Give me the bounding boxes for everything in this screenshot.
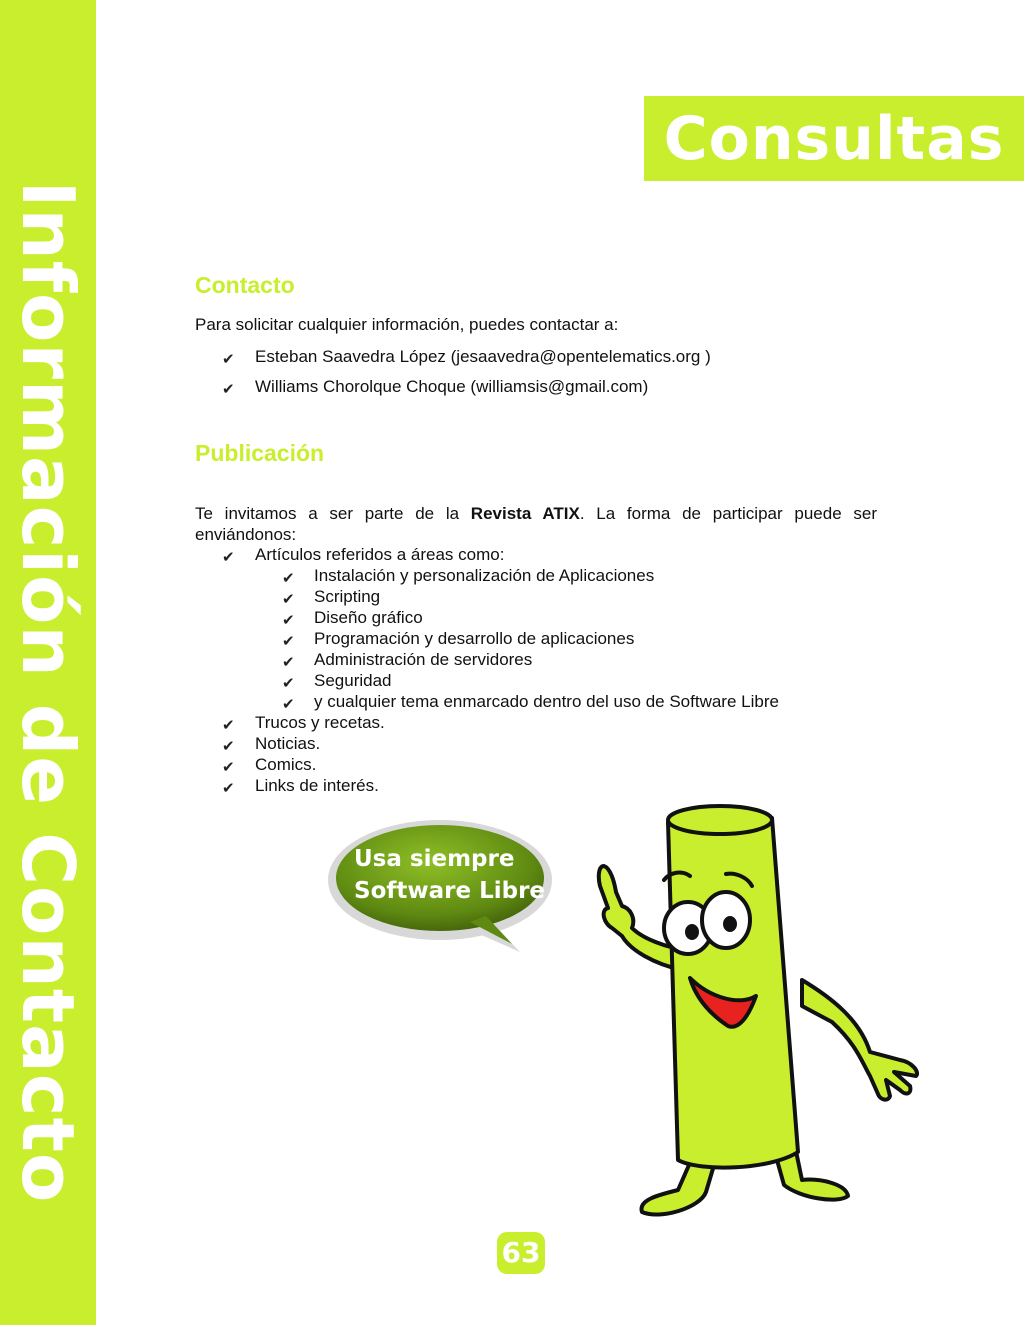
check-icon: ✔	[282, 633, 295, 650]
mascot-illustration	[570, 800, 950, 1230]
magazine-name: Revista ATIX	[470, 504, 580, 523]
bubble-line-2: Software Libre	[354, 878, 546, 904]
sub-list-item: Instalación y personalización de Aplicaciones	[314, 566, 655, 585]
sub-list-item: Scripting	[314, 587, 381, 606]
list-item: Comics.	[255, 755, 317, 774]
page-title: Consultas	[663, 104, 1005, 174]
sub-list-item: Seguridad	[314, 671, 392, 690]
check-icon: ✔	[222, 738, 235, 755]
list-item: Noticias.	[255, 734, 321, 753]
header-box	[644, 96, 1024, 181]
list-item: Links de interés.	[255, 776, 379, 795]
contact-person: Williams Chorolque Choque (williamsis@gmail.com)	[255, 377, 649, 396]
check-icon: ✔	[282, 612, 295, 629]
check-icon: ✔	[282, 696, 295, 713]
sub-list-item: Diseño gráfico	[314, 608, 423, 627]
check-icon: ✔	[222, 717, 235, 734]
check-icon: ✔	[282, 591, 295, 608]
sub-list-item: Administración de servidores	[314, 650, 533, 669]
side-title: Información de Contacto	[6, 180, 90, 1204]
sub-list-item: y cualquier tema enmarcado dentro del uso de Software Libre	[314, 692, 779, 711]
check-icon: ✔	[282, 570, 295, 587]
publicacion-paragraph: Te invitamos a ser parte de la Revista ATIX. La forma de participar puede ser enviándonos:	[195, 504, 877, 544]
publicacion-heading: Publicación	[195, 440, 325, 466]
contacto-intro: Para solicitar cualquier información, puedes contactar a:	[195, 315, 619, 334]
list-item: Trucos y recetas.	[255, 713, 385, 732]
check-icon: ✔	[222, 549, 235, 566]
list-item: Artículos referidos a áreas como:	[255, 545, 505, 564]
speech-bubble-icon	[320, 812, 560, 962]
check-icon: ✔	[222, 780, 235, 797]
mascot-icon	[570, 800, 950, 1230]
contact-person: Esteban Saavedra López (jesaavedra@opentelematics.org )	[255, 347, 711, 366]
check-icon: ✔	[222, 381, 235, 398]
check-icon: ✔	[222, 759, 235, 776]
sub-list-item: Programación y desarrollo de aplicaciones	[314, 629, 635, 648]
speech-bubble	[320, 812, 560, 962]
check-icon: ✔	[282, 675, 295, 692]
bubble-line-1: Usa siempre	[354, 846, 515, 872]
check-icon: ✔	[282, 654, 295, 671]
page-number-badge	[497, 1232, 545, 1274]
page-number: 63	[501, 1236, 541, 1269]
check-icon: ✔	[222, 351, 235, 368]
contacto-heading: Contacto	[195, 272, 295, 298]
